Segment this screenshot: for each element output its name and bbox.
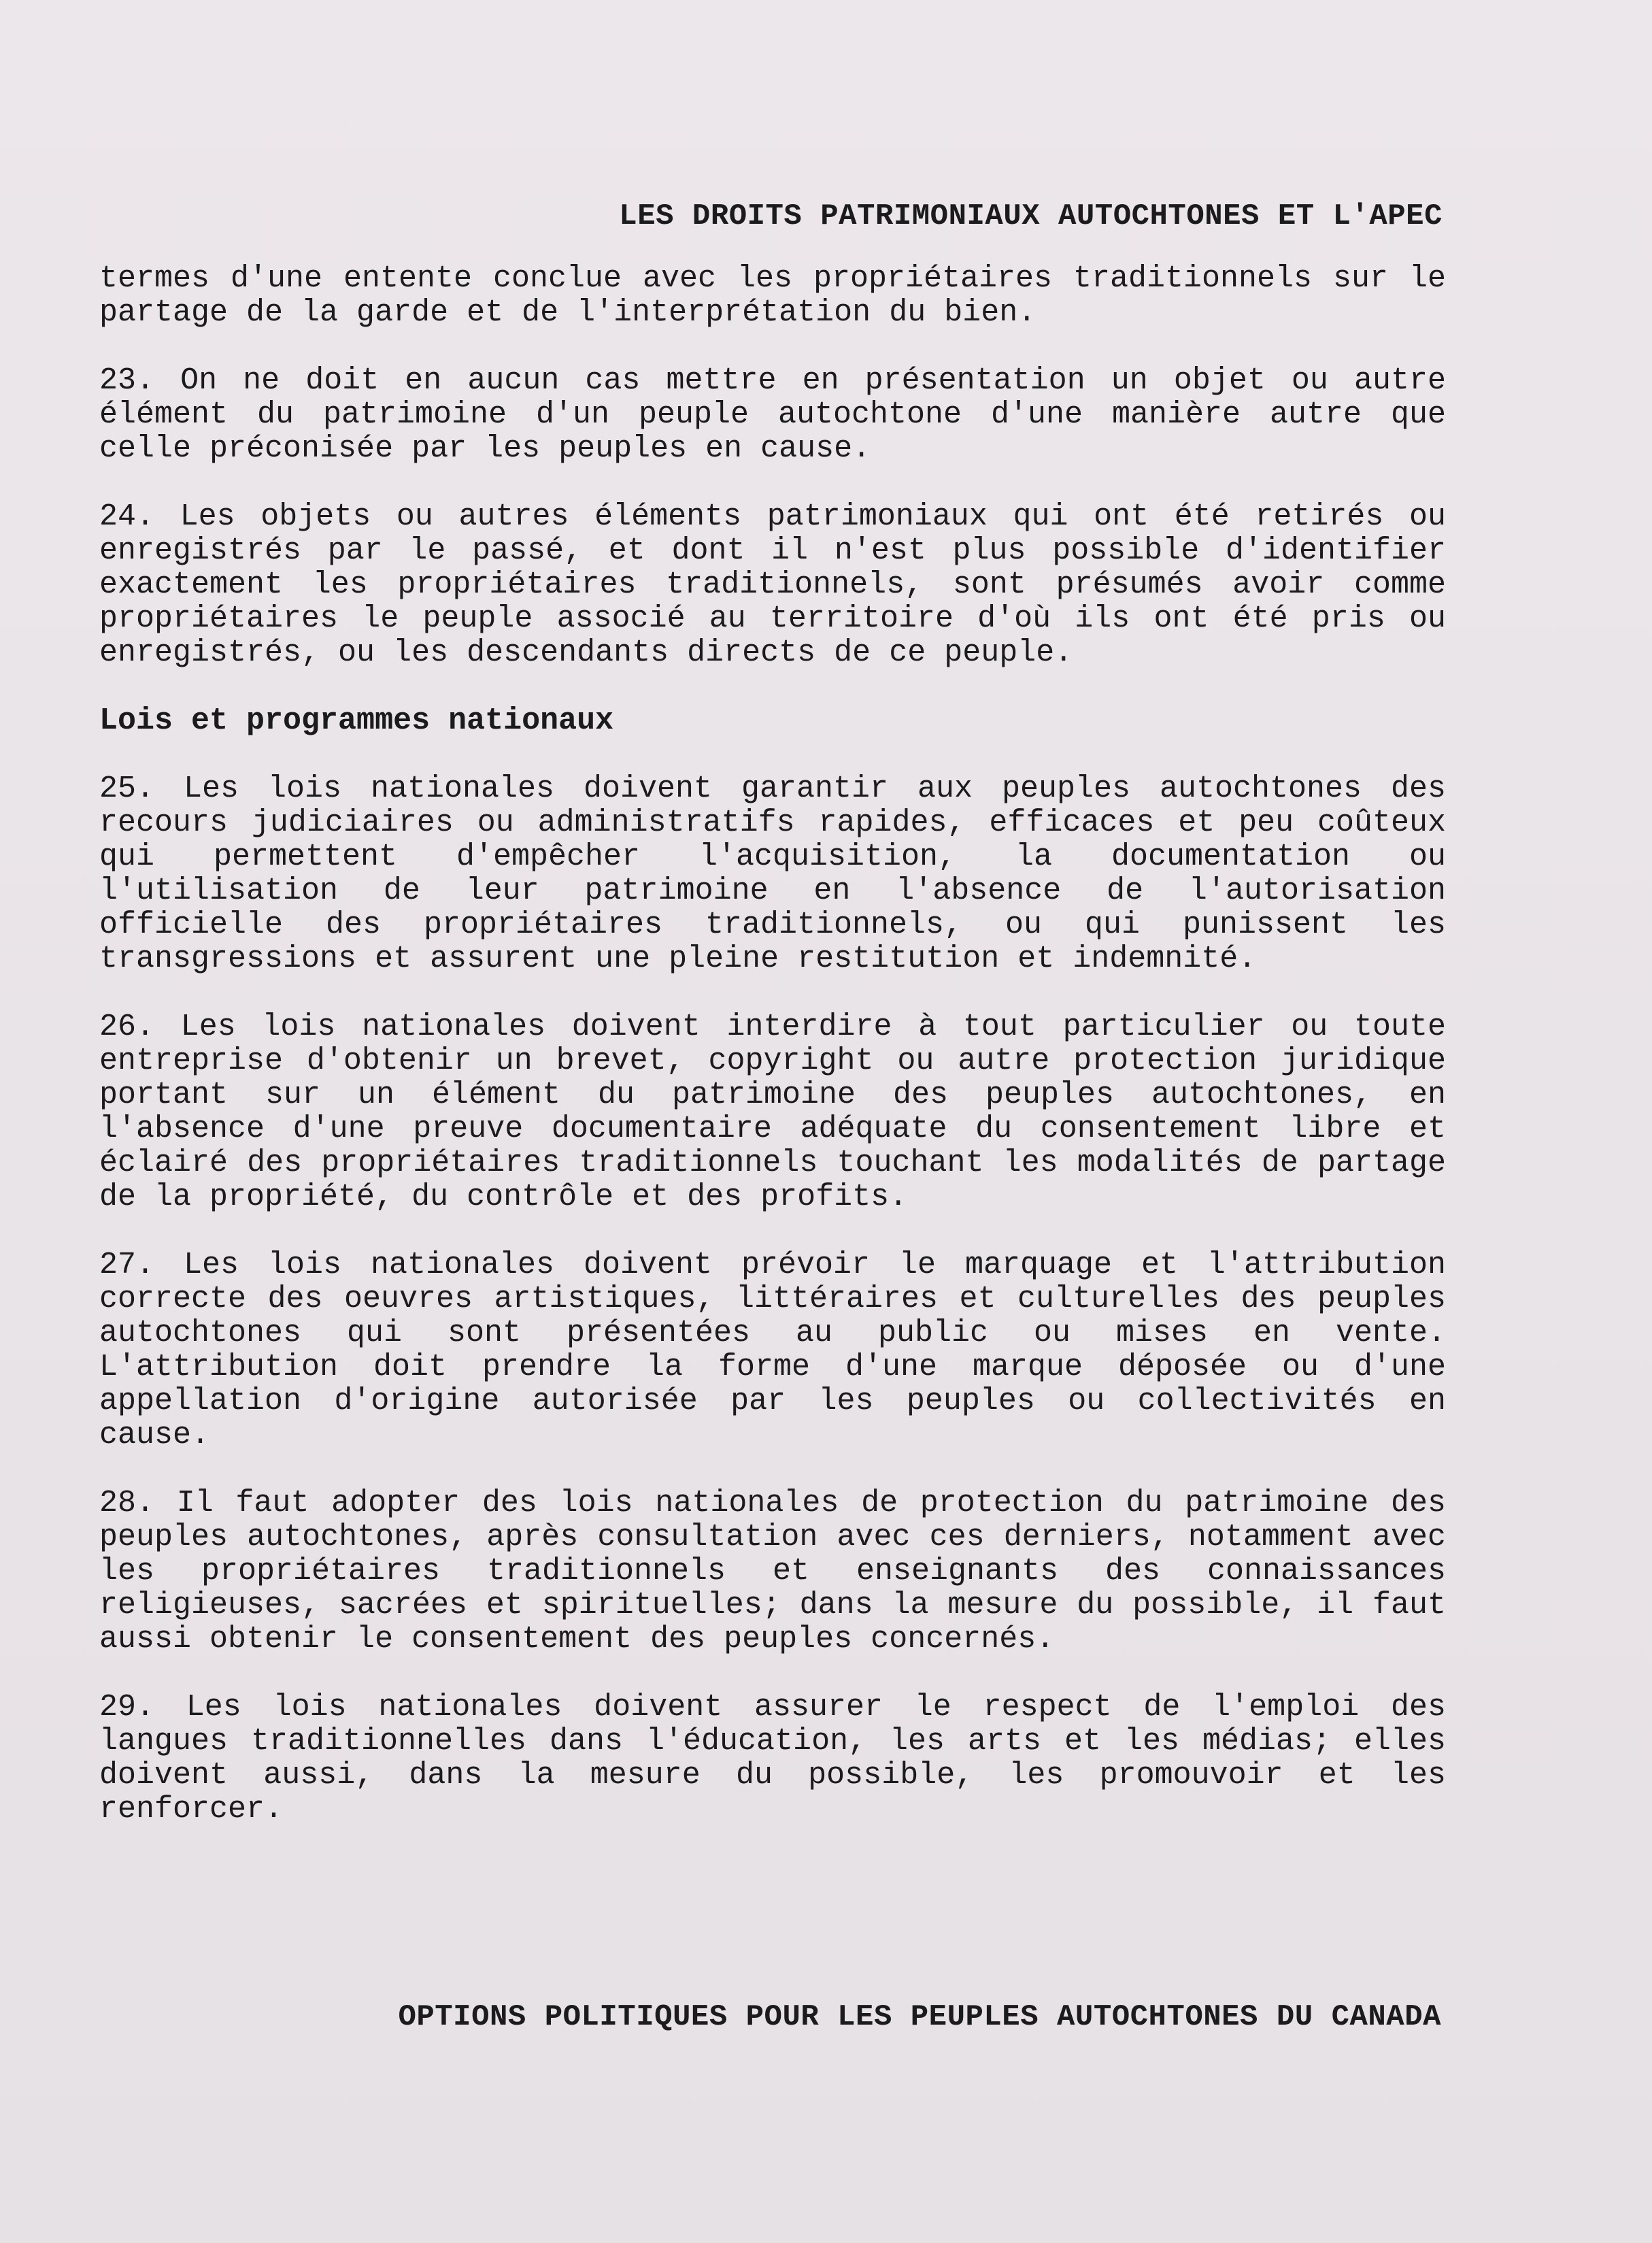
section-heading: Lois et programmes nationaux	[99, 703, 614, 738]
paragraph-27: 27. Les lois nationales doivent prévoir le marquage et l'attribution correcte des oeuvres artistiques, littéraires et culturelles des peuples autochtones qui sont présentées au public ou mises en vente. L'attribution doit prendre la forme d'une marque déposée ou d'une appellation d'origine autorisée par les peuples ou collectivités en cause.	[99, 1248, 1446, 1452]
running-header: LES DROITS PATRIMONIAUX AUTOCHTONES ET L'APEC	[619, 199, 1443, 233]
paragraph-24: 24. Les objets ou autres éléments patrimoniaux qui ont été retirés ou enregistrés par le passé, et dont il n'est plus possible d'identifier exactement les propriétaires traditionnels, sont présumés avoir comme propriétaires le peuple associé au territoire d'où ils ont été pris ou enregistrés, ou les descendants directs de ce peuple.	[99, 499, 1446, 670]
running-footer: OPTIONS POLITIQUES POUR LES PEUPLES AUTOCHTONES DU CANADA	[398, 2000, 1441, 2034]
paragraph-29: 29. Les lois nationales doivent assurer le respect de l'emploi des langues traditionnelles dans l'éducation, les arts et les médias; elles doivent aussi, dans la mesure du possible, les promouvoir et les renforcer.	[99, 1690, 1446, 1827]
paragraph-28: 28. Il faut adopter des lois nationales de protection du patrimoine des peuples autochtones, après consultation avec ces derniers, notamment avec les propriétaires traditionnels et enseignants des connaissances religieuses, sacrées et spirituelles; dans la mesure du possible, il faut aussi obtenir le consentement des peuples concernés.	[99, 1486, 1446, 1657]
paragraph-23: 23. On ne doit en aucun cas mettre en présentation un objet ou autre élément du patrimoine d'un peuple autochtone d'une manière autre que celle préconisée par les peuples en cause.	[99, 363, 1446, 466]
document-body	[99, 262, 1446, 1861]
paragraph-25: 25. Les lois nationales doivent garantir aux peuples autochtones des recours judiciaires ou administratifs rapides, efficaces et peu coûteux qui permettent d'empêcher l'acquisition, la documentation ou l'utilisation de leur patrimoine en l'absence de l'autorisation officielle des propriétaires traditionnels, ou qui punissent les transgressions et assurent une pleine restitution et indemnité.	[99, 771, 1446, 976]
paragraph-26: 26. Les lois nationales doivent interdire à tout particulier ou toute entreprise d'obtenir un brevet, copyright ou autre protection juridique portant sur un élément du patrimoine des peuples autochtones, en l'absence d'une preuve documentaire adéquate du consentement libre et éclairé des propriétaires traditionnels touchant les modalités de partage de la propriété, du contrôle et des profits.	[99, 1010, 1446, 1214]
continuation-paragraph: termes d'une entente conclue avec les propriétaires traditionnels sur le partage de la garde et de l'interprétation du bien.	[99, 261, 1446, 330]
